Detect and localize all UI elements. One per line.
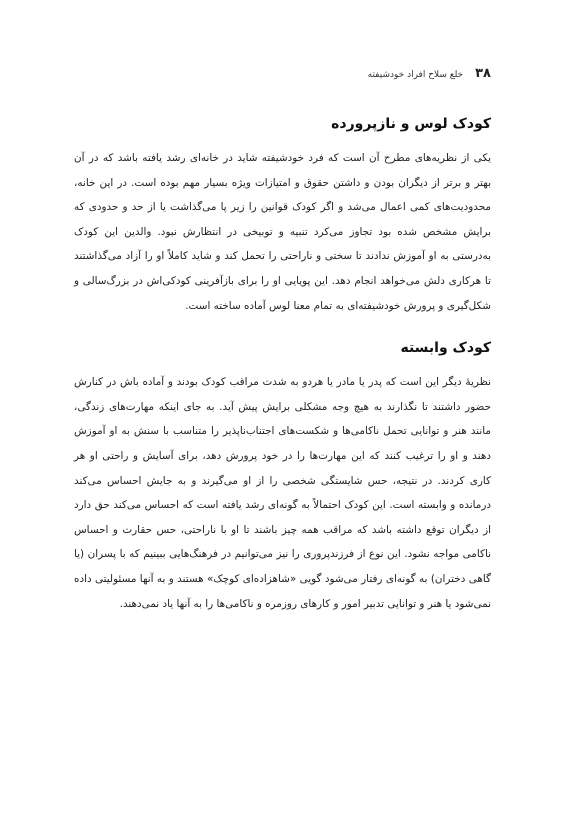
page-number: ۳۸ [475, 66, 491, 81]
section-heading-dependent-child: کودک وابسته [400, 340, 491, 357]
section-heading-spoiled-child: کودک لوس و نازپرورده [331, 116, 491, 132]
section-paragraph-spoiled-child: یکی از نظریه‌های مطرح آن است که فرد خودشیفته شاید در خانه‌ای رشد یافته باشد که در آن بهتر و برتر از دیگران بودن و داشتن حقوق و امتیازات ویژه بسیار مهم بوده است. در این خانه، محدودیت‌های کمی اعمال می‌شد و اگر کودک قوانین را زیر پا می‌گذاشت یا از حد و حدودی که برایش مشخص شده بود تجاوز می‌کرد تنبیه و توبیخی در انتظارش نبود. والدین این کودک به‌درستی به او آموزش ندادند تا سختی و ناراحتی را تحمل کند و شاید کاملاً او را آزاد می‌گذاشتند تا هرکاری دلش می‌خواهد انجام دهد. این پویایی او را برای بازآفرینی کودکی‌اش در بزرگ‌سالی و شکل‌گیری و پرورش خودشیفته‌ای به تمام معنا لوس آماده ساخته است. [74, 152, 491, 312]
running-header [76, 66, 491, 81]
section-paragraph-dependent-child: نظریهٔ دیگر این است که پدر یا مادر یا هردو به شدت مراقب کودک بودند و آماده باش در کنارش حضور داشتند تا نگذارند به هیچ وجه مشکلی برایش پیش آید. به جای اینکه مهارت‌های زندگی، مانند هنر و توانایی تحمل ناکامی‌ها و شکست‌های اجتناب‌ناپذیر را متناسب با سنش به او آموزش دهند و او را ترغیب کنند که این مهارت‌ها را در خود پرورش دهد، برای آسایش و راحتی او هر کاری کردند. در نتیجه، حس شایستگی شخصی را از او می‌گیرند و به جایش احساس می‌کند درمانده و وابسته است. این کودک احتمالاً به گونه‌ای رشد یافته است که احساس می‌کند حق دارد از دیگران توقع داشته باشد که مراقب همه چیز باشند تا او با ناراحتی، حس حقارت و احساس ناکامی مواجه نشود. این نوع از فرزندپروری را نیز می‌توانیم در فرهنگ‌هایی ببینیم که با پسران (یا گاهی دختران) به گونه‌ای رفتار می‌شود گویی «شاهزاده‌ای کوچک» هستند و به آنها مسئولیتی داده نمی‌شود یا هنر و توانایی تدبیر امور و کارهای روزمره و ناکامی‌ها را به آنها یاد نمی‌دهند. [74, 376, 491, 610]
running-title: خلع سلاح افراد خودشیفته [367, 70, 464, 80]
page-body [74, 112, 491, 616]
